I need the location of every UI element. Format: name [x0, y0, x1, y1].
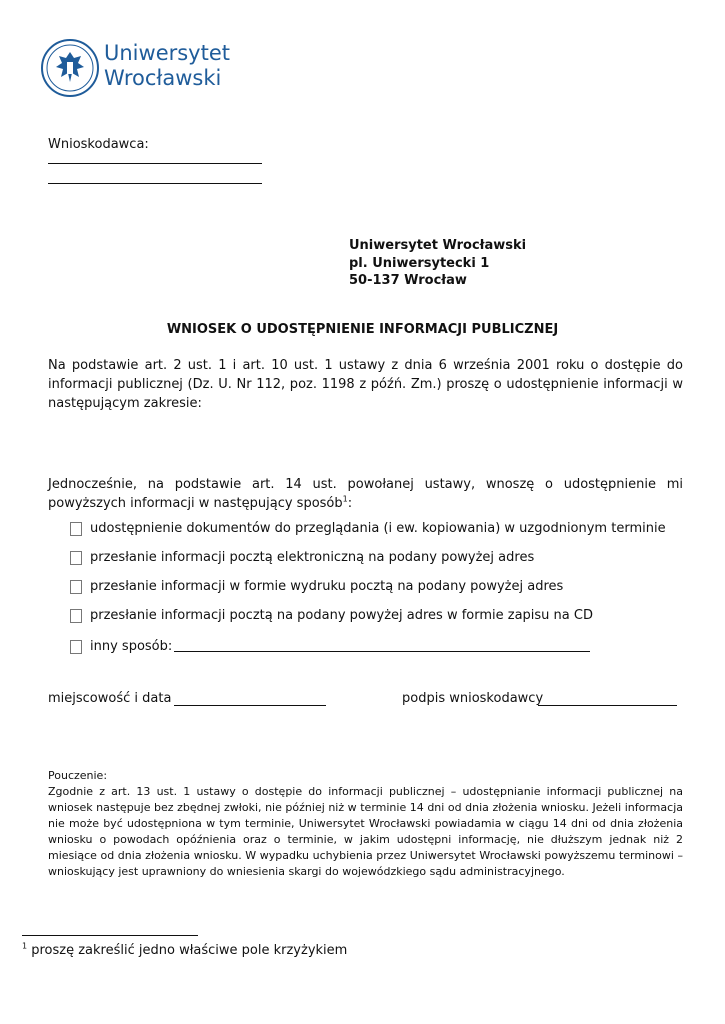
document-title: WNIOSEK O UDOSTĘPNIENIE INFORMACJI PUBLICZNEJ	[166, 322, 559, 337]
recipient-city: 50-137 Wrocław	[349, 273, 467, 288]
footnote	[22, 942, 347, 960]
checkbox[interactable]	[70, 609, 82, 623]
checkbox[interactable]	[70, 640, 82, 654]
place-date-line[interactable]	[174, 705, 326, 706]
university-seal-icon	[40, 38, 100, 98]
university-logo	[40, 38, 230, 98]
option-label: przesłanie informacji w formie wydruku pocztą na podany powyżej adres	[90, 579, 564, 594]
logo-text-line2: Wrocławski	[104, 66, 222, 90]
option-label: inny sposób:	[90, 639, 173, 654]
recipient-name: Uniwersytet Wrocławski	[349, 238, 527, 253]
notice-text: Zgodnie z art. 13 ust. 1 ustawy o dostępie do informacji publicznej – udostępnianie informacji publicznej na wniosek następuje bez zbędnej zwłoki, nie później niż w terminie 14 dni od dnia złożenia wniosku. Jeżeli informacja nie może być udostępniona w tym terminie, Uniwersytet Wrocławski powiadamia w ciągu 14 dni od dnia złożenia wniosku o powodach opóźnienia oraz o terminie, w jakim udostępni informację, nie dłuższym jednak niż 2 miesiące od dnia złożenia wniosku. W wypadku uchybienia przez Uniwersytet Wrocławski powyższemu terminowi – wnioskujący jest uprawniony do wniesienia skargi do wojewódzkiego sądu administracyjnego.	[48, 785, 683, 878]
option-label: udostępnienie dokumentów do przeglądania (i ew. kopiowania) w uzgodnionym terminie	[90, 521, 666, 536]
option-label: przesłanie informacji pocztą elektroniczną na podany powyżej adres	[90, 550, 535, 565]
option-label: przesłanie informacji pocztą na podany powyżej adres w formie zapisu na CD	[90, 608, 593, 623]
checkbox[interactable]	[70, 522, 82, 536]
logo-text-line1: Uniwersytet	[104, 41, 230, 65]
applicant-line-1	[48, 163, 262, 164]
mode-paragraph	[48, 475, 683, 513]
checkbox[interactable]	[70, 551, 82, 565]
intro-paragraph: Na podstawie art. 2 ust. 1 i art. 10 ust. 1 ustawy z dnia 6 września 2001 roku o dostępie do informacji publicznej (Dz. U. Nr 112, poz. 1198 z późń. Zm.) proszę o udostępnienie informacji w następującym zakresie:	[48, 358, 683, 411]
place-date-label: miejscowość i data	[48, 691, 172, 706]
footnote-ref: 1	[342, 494, 348, 504]
signature-label: podpis wnioskodawcy	[402, 691, 544, 706]
other-method-line[interactable]	[174, 651, 590, 652]
mode-paragraph-colon: :	[347, 496, 353, 511]
applicant-label: Wnioskodawca:	[48, 137, 149, 152]
mode-paragraph-text: Jednocześnie, na podstawie art. 14 ust. powołanej ustawy, wnoszę o udostępnienie mi powyższych informacji w następujący sposób	[48, 477, 683, 511]
notice-heading: Pouczenie:	[48, 769, 108, 782]
signature-line[interactable]	[538, 705, 677, 706]
footnote-separator	[22, 935, 198, 936]
recipient-street: pl. Uniwersytecki 1	[349, 256, 490, 271]
checkbox[interactable]	[70, 580, 82, 594]
applicant-line-2	[48, 183, 262, 184]
footnote-text: proszę zakreślić jedno właściwe pole krzyżykiem	[31, 943, 348, 958]
footnote-number: 1	[22, 941, 28, 951]
